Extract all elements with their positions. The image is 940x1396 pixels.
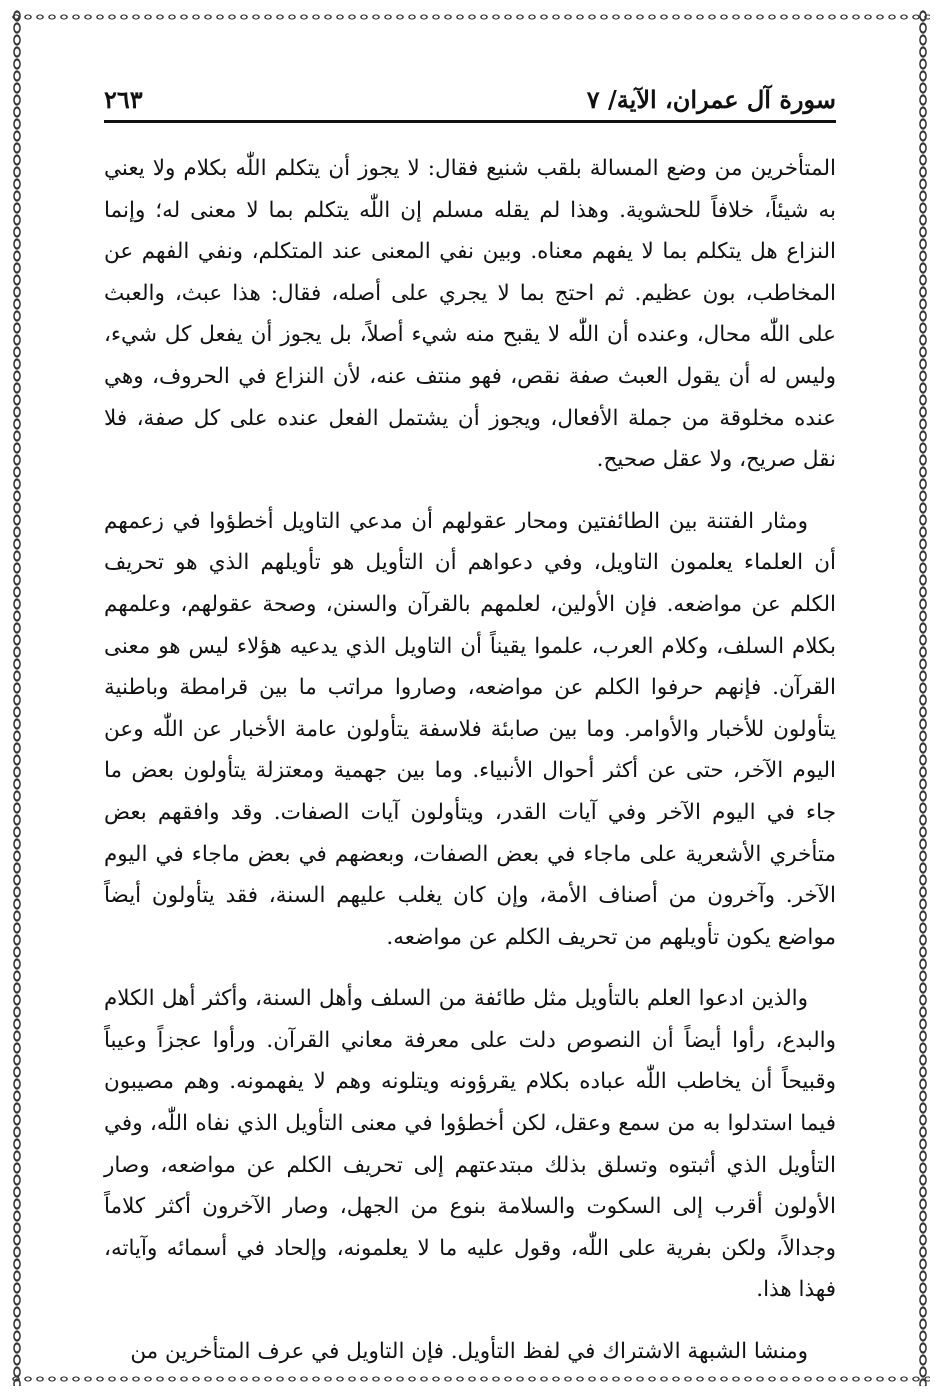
paragraph: والذين ادعوا العلم بالتأويل مثل طائفة من السلف وأهل السنة، وأكثر أهل الكلام والبدع، رأوا أيضاً أن النصوص دلت على معرفة معاني القرآن. ورأوا عجزاً وعيباً وقبيحاً أن يخاطب اللّٰه عباده بكلام يقرؤونه ويتلونه وهم لا يفهمونه. وهم مصيبون فيما استدلوا به من سمع وعقل، لكن أخطؤوا في معنى التأويل الذي نفاه اللّٰه، وفي التأويل الذي أثبتوه وتسلق بذلك مبتدعتهم إلى تحريف الكلم عن مواضعه، وصار الأولون أقرب إلى السكوت والسلامة بنوع من الجهل، وصار الآخرون أكثر كلاماً وجدالاً، ولكن بفرية على اللّٰه، وقول عليه ما لا يعلمونه، وإلحاد في أسمائه وآياته، فهذا هذا.	[104, 986, 836, 1303]
header-rule	[104, 120, 836, 123]
ornamental-border-right	[916, 10, 930, 1386]
paragraph: ومنشا الشبهة الاشتراك في لفظ التأويل. فإن التاويل في عرف المتأخرين من	[130, 1339, 808, 1365]
running-title: سورة آل عمران، الآية/ ٧	[586, 85, 836, 114]
paragraph: المتأخرين من وضع المسالة بلقب شنيع فقال: لا يجوز أن يتكلم اللّٰه بكلام ولا يعني به شيئاً، خلافاً للحشوية. وهذا لم يقله مسلم إن اللّٰه يتكلم بما لا معنى له؛ وإنما النزاع هل يتكلم بما لا يفهم معناه. وبين نفي المعنى عند المتكلم، ونفي الفهم عن المخاطب، بون عظيم. ثم احتج بما لا يجري على أصله، فقال: هذا عبث، والعبث على اللّٰه محال، وعنده أن اللّٰه لا يقبح منه شيء أصلاً، بل يجوز أن يفعل كل شيء، وليس له أن يقول العبث صفة نقص، فهو منتف عنه، لأن النزاع في الحروف، وهي عنده مخلوقة من جملة الأفعال، ويجوز أن يشتمل الفعل عنده على كل صفة، فلا نقل صريح، ولا عقل صحيح.	[104, 156, 836, 473]
paragraph: ومثار الفتنة بين الطائفتين ومحار عقولهم أن مدعي التاويل أخطؤوا في زعمهم أن العلماء يعلمون التاويل، وفي دعواهم أن التأويل هو تأويلهم الذي هو تحريف الكلم عن مواضعه. فإن الأولين، لعلمهم بالقرآن والسنن، وصحة عقولهم، وعلمهم بكلام السلف، وكلام العرب، علموا يقيناً أن التاويل الذي يدعيه هؤلاء ليس هو معنى القرآن. فإنهم حرفوا الكلم عن مواضعه، وصاروا مراتب ما بين قرامطة وباطنية يتأولون للأخبار والأوامر. وما بين صابئة فلاسفة يتأولون عامة الأخبار عن اللّٰه وعن اليوم الآخر، حتى عن أكثر أحوال الأنبياء. وما بين جهمية ومعتزلة يتأولون بعض ما جاء في اليوم الآخر وفي آيات القدر، ويتأولون آيات الصفات. وقد وافقهم بعض متأخري الأشعرية على ماجاء في بعض الصفات، وبعضهم في بعض ماجاء في اليوم الآخر. وآخرون من أصناف الأمة، وإن كان يغلب عليهم السنة، فقد يتأولون أيضاً مواضع يكون تأويلهم من تحريف الكلم عن مواضعه.	[104, 508, 836, 950]
page-header	[104, 74, 836, 114]
ornamental-border-bottom	[10, 1372, 930, 1386]
ornamental-border-top	[10, 10, 930, 24]
page-body	[104, 148, 836, 1373]
ornamental-border-left	[10, 10, 24, 1386]
page-number: ٢٦٣	[104, 85, 143, 114]
